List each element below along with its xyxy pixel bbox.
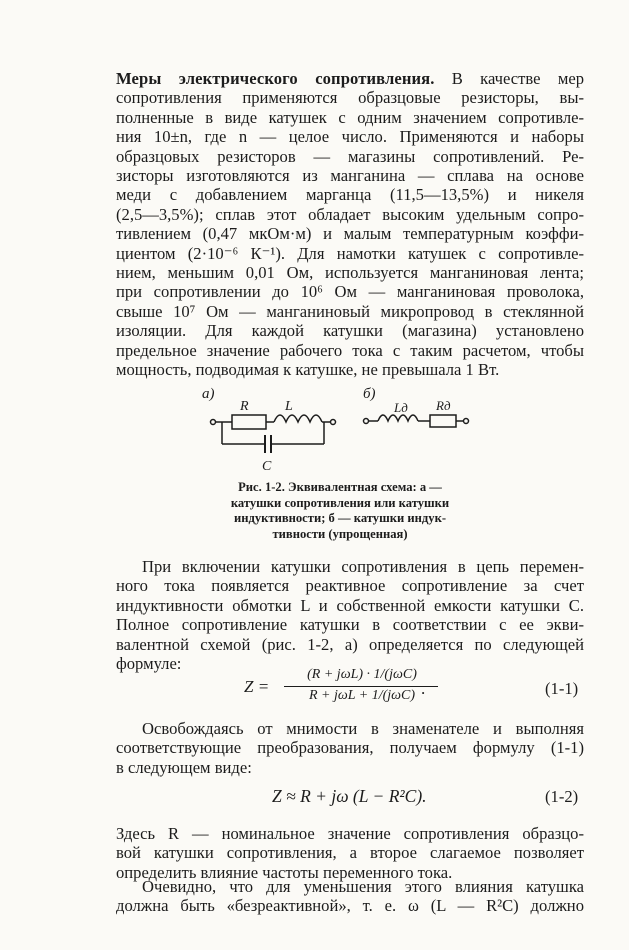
- text-line: в следующем виде:: [116, 757, 252, 777]
- text-line: соответствующие преобразования, получаем формулу (1-1): [116, 738, 584, 758]
- fraction-bar: [284, 686, 438, 687]
- text-line: валентной схемой (рис. 1-2, а) определяется по следующей: [116, 634, 584, 654]
- terminal-right-b: [464, 419, 469, 424]
- text-line: зисторы изготовляются из манганина — сплава на основе: [116, 166, 584, 186]
- equation-number: (1-2): [545, 787, 579, 806]
- caption-line: индуктивности; б — катушки индук-: [233, 511, 447, 526]
- text-line: циентом (2·10⁻⁶ К⁻¹). Для намотки катушек с сопротивле-: [116, 243, 584, 263]
- text-line: при сопротивлении до 10⁶ Ом — манганиновая проволока,: [116, 282, 584, 302]
- formula-numerator: (R + jωL) · 1/(jωC): [307, 667, 417, 682]
- equation-number: (1-1): [545, 679, 579, 698]
- text-line: полненные в виде катушек с одним значением сопротивле-: [116, 107, 584, 127]
- text-line: ния 10±n, где n — целое число. Применяются и наборы: [116, 127, 584, 147]
- figure-caption: [195, 480, 485, 542]
- caption-line: Рис. 1-2. Эквивалентная схема: а —: [238, 480, 442, 494]
- label-Ld: Lд: [394, 400, 408, 415]
- text-line: ного тока появляется реактивное сопротивление за счет: [116, 576, 584, 596]
- circuit-b: [364, 415, 469, 427]
- circuit-a: [211, 415, 336, 453]
- inductor-Ld: [378, 415, 418, 421]
- text-line: (2,5—3,5%); сплав этот обладает высоким удельным сопро-: [116, 204, 584, 224]
- formula-end: .: [421, 679, 426, 698]
- text-line: формуле:: [116, 654, 182, 674]
- resistor-Rd: [430, 415, 456, 427]
- text-line: образцовых резисторов — магазины сопротивлений. Ре-: [116, 146, 584, 166]
- terminal-right-a: [331, 420, 336, 425]
- text-line: нием, меньшим 0,01 Ом, используется манганиновая лента;: [116, 263, 584, 283]
- caption-line: тивности (упрощенная): [272, 526, 408, 541]
- text-line: изоляции. Для каждой катушки (магазина) установлено: [116, 321, 584, 341]
- terminal-left-a: [211, 420, 216, 425]
- paragraph-ac: [116, 557, 584, 673]
- text-line: Очевидно, что для уменьшения этого влияния катушка: [142, 877, 584, 896]
- figure-label-a: а): [202, 386, 215, 402]
- text-line: определить влияние частоты переменного тока.: [116, 862, 453, 882]
- label-C: C: [262, 459, 272, 474]
- text-line: мощность, подводимая к катушке, не превышала 1 Вт.: [116, 360, 500, 380]
- paragraph-measures: [116, 69, 584, 380]
- paragraph-obviously: [116, 877, 584, 916]
- text-line: сопротивления применяются образцовые резисторы, вы-: [116, 88, 584, 108]
- label-Rd: Rд: [436, 398, 451, 413]
- text-line: должна быть «безреактивной», т. е. ω (L — R²C) должно: [116, 896, 584, 916]
- equivalent-circuit-figure: [196, 382, 496, 482]
- figure-label-b: б): [363, 386, 376, 402]
- text-line: Освобождаясь от мнимости в знаменателе и выполняя: [142, 719, 584, 738]
- text-line: Полное сопротивление катушки в соответствии с ее экви-: [116, 615, 584, 635]
- text-line: [116, 69, 584, 88]
- inductor-L: [274, 415, 322, 422]
- text-line: индуктивности обмотки L и собственной емкости катушки C.: [116, 595, 584, 615]
- text-line: При включении катушки сопротивления в цепь перемен-: [142, 557, 584, 576]
- text-line: тивлением (0,47 мкОм·м) и малым температурным коэффи-: [116, 224, 584, 244]
- label-L: L: [285, 399, 293, 414]
- formula-expression: Z ≈ R + jω (L − R²C).: [272, 786, 427, 806]
- paragraph-here: [116, 824, 584, 882]
- formula-denominator: R + jωL + 1/(jωC): [308, 688, 416, 703]
- label-R: R: [240, 399, 249, 414]
- text-line: предельное значение рабочего тока с таким расчетом, чтобы: [116, 340, 584, 360]
- caption-line: катушки сопротивления или катушки: [230, 495, 450, 510]
- terminal-left-b: [364, 419, 369, 424]
- resistor-R: [232, 415, 266, 429]
- text-fragment: В качестве мер: [434, 69, 584, 88]
- text-line: Здесь R — номинальное значение сопротивления образцо-: [116, 824, 584, 843]
- text-line: свыше 10⁷ Ом — манганиновый микропровод в стеклянной: [116, 301, 584, 321]
- paragraph-heading: Меры электрического сопротивления.: [116, 69, 435, 88]
- paragraph-transform: [116, 719, 584, 777]
- text-line: меди с добавлением марганца (11,5—13,5%) и никеля: [116, 185, 584, 205]
- text-line: вой катушки сопротивления, а второе слагаемое позволяет: [116, 843, 584, 863]
- formula-lhs: Z =: [244, 677, 270, 696]
